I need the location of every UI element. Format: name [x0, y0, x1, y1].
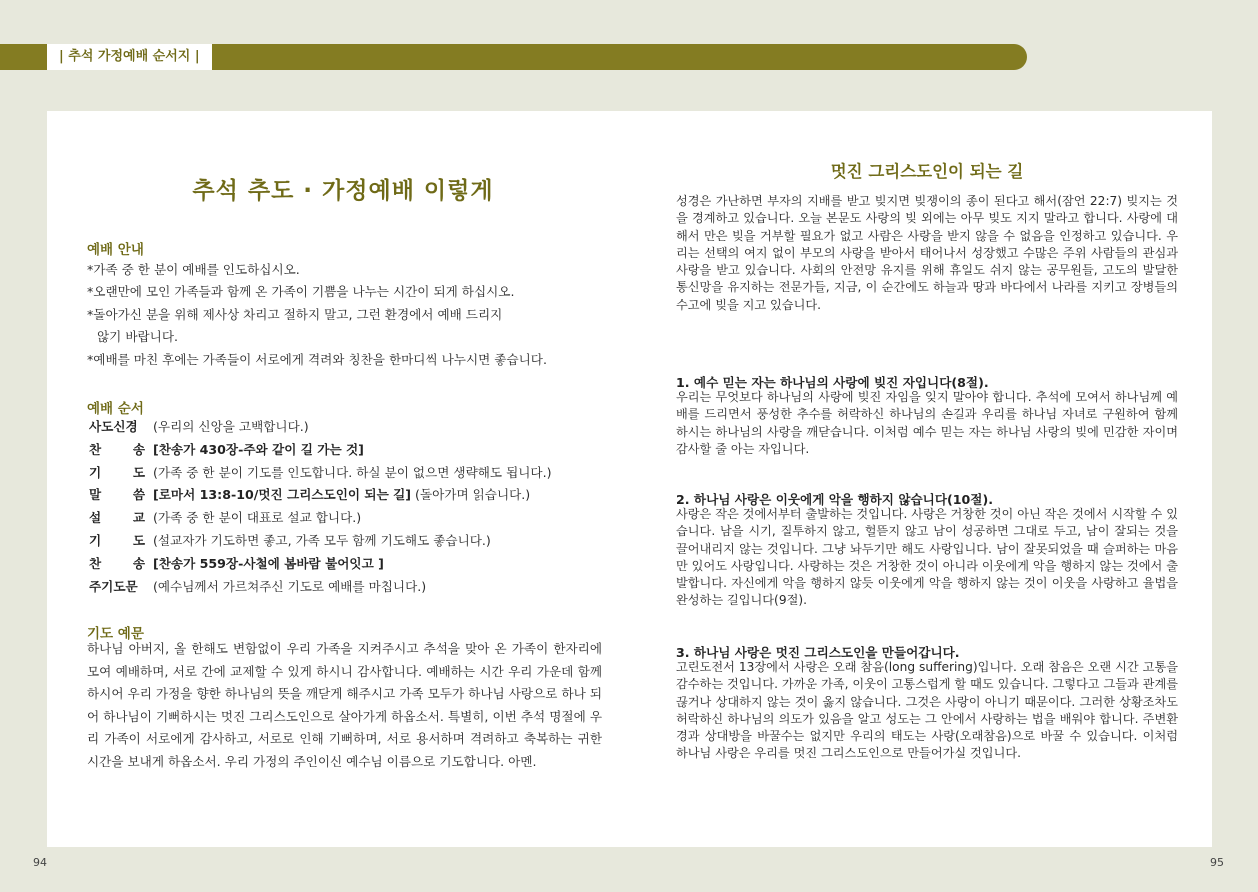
order-row	[89, 530, 604, 553]
order-row	[89, 576, 604, 599]
order-desc: [로마서 13:8-10/멋진 그리스도인이 되는 길] (돌아가며 읽습니다.)	[153, 487, 531, 503]
guide-line: 않기 바랍니다.	[97, 329, 178, 345]
order-row	[89, 462, 604, 485]
point-heading: 2. 하나님 사랑은 이웃에게 악을 행하지 않습니다(10절).	[676, 492, 993, 507]
guide-line: *오랜만에 모인 가족들과 함께 온 가족이 기쁨을 나누는 시간이 되게 하십시오.	[87, 284, 515, 300]
guide-line: *가족 중 한 분이 예배를 인도하십시오.	[87, 262, 300, 277]
point-text: 고린도전서 13장에서 사랑은 오래 참음(long suffering)입니다. 오래 참음은 오랜 시간 고통을 감수하는 것입니다. 가까운 가족, 이웃이 고통스럽게 할 때도 있습니다. 그렇다고 그들과 관계를 끊거나 상대하지 않는 것이 옳지 않습니다. 그것은 사랑이 아니기 때문이다. 그러한 상황조차도 허락하신 하나님의 의도가 있음을 알고 성도는 그 안에서 사랑하는 법을 배워야 합니다. 주변환경과 상대방을 바꿀수는 없지만 우리의 태도는 사랑(오래참음)으로 바꿀 수 있습니다. 이처럼 하나님 사랑은 우리를 멋진 그리스도인으로 만들어가실 것입니다.	[676, 660, 1178, 761]
order-row	[89, 553, 604, 576]
page-number-left: 94	[33, 856, 47, 869]
order-label: 기 도	[89, 532, 145, 548]
prayer-heading: 기도 예문	[87, 626, 144, 642]
point-heading: 1. 예수 믿는 자는 하나님의 사랑에 빚진 자입니다(8절).	[676, 375, 989, 390]
guide-list	[87, 259, 602, 371]
order-desc: [찬송가 559장-사철에 봄바람 불어잇고 ]	[153, 555, 384, 571]
order-label: 설 교	[89, 510, 145, 526]
point-heading: 3. 하나님 사랑은 멋진 그리스도인을 만들어갑니다.	[676, 645, 960, 660]
order-label: 사도신경	[89, 419, 138, 434]
order-desc: (우리의 신앙을 고백합니다.)	[153, 419, 309, 434]
sermon-intro: 성경은 가난하면 부자의 지배를 받고 빚지면 빚쟁이의 종이 된다고 해서(잠언 22:7) 빚지는 것을 경계하고 있습니다. 오늘 본문도 사랑의 빚 외에는 아무 빚도 지지 말라고 합니다. 사랑에 대해서 만은 빚을 거부할 필요가 없고 사람은 사랑을 받지 않을 수 없음을 인정하고 있습니다. 우리는 선택의 여지 없이 부모의 사랑을 받아서 태어나서 성장했고 수많은 주위 사람들의 관심과 사랑을 받고 있습니다. 사회의 안전망 유지를 위해 휴일도 쉬지 않는 공무원들, 고도의 발달한 통신망을 유지하는 전문가들, 지금, 이 순간에도 하늘과 땅과 바다에서 나라를 지키고 장병들의 수고에 빚을 지고 있습니다.	[676, 194, 1178, 312]
order-label: 찬 송	[89, 441, 145, 457]
order-label: 주기도문	[89, 578, 138, 594]
prayer-text: 하나님 아버지, 올 한해도 변함없이 우리 가족을 지켜주시고 추석을 맞아 온 가족이 한자리에 모여 예배하며, 서로 간에 교제할 수 있게 하시니 감사합니다. 예배하는 시간 우리 가운데 함께 하시어 우리 가정을 향한 하나님의 뜻을 깨닫게 해주시고 가족 모두가 하나님 사랑으로 하나 되어 하나님이 기뻐하시는 멋진 그리스도인으로 살아가게 하옵소서. 특별히, 이번 추석 명절에 우리 가족이 서로에게 감사하고, 서로로 인해 기뻐하며, 서로 용서하며 격려하고 축복하는 귀한 시간을 보내게 하옵소서. 우리 가정의 주인이신 예수님 이름으로 기도합니다. 아멘.	[87, 641, 602, 769]
order-row	[89, 416, 604, 439]
point-text: 사랑은 작은 것에서부터 출발하는 것입니다. 사랑은 거창한 것이 아닌 작은 것에서 시작할 수 있습니다. 남을 시기, 질투하지 않고, 헐뜯지 않고 남이 성공하면 그대로 두고, 남이 잘되는 것을 끌어내리지 않는 것입니다. 그냥 놔두기만 해도 사랑입니다. 남이 잘못되었을 때 슬퍼하는 마음만 있어도 사랑입니다. 사랑하는 것은 거창한 것이 아니라 이웃에게 악을 행하지 않는 것에서 출발합니다. 자신에게 악을 행하지 않듯 이웃에게 악을 행하지 않는 것이 이웃을 사랑하고 율법을 완성하는 길입니다(9절).	[676, 507, 1178, 608]
order-row	[89, 439, 604, 462]
order-desc: (예수님께서 가르쳐주신 기도로 예배를 마칩니다.)	[153, 578, 427, 594]
guide-heading: 예배 안내	[87, 242, 144, 258]
guide-line: *돌아가신 분을 위해 제사상 차리고 절하지 말고, 그런 환경에서 예배 드리지	[87, 306, 503, 322]
order-desc: (설교자가 기도하면 좋고, 가족 모두 함께 기도해도 좋습니다.)	[153, 532, 491, 548]
order-row	[89, 484, 604, 507]
point-text: 우리는 무엇보다 하나님의 사랑에 빚진 자임을 잊지 말아야 합니다. 추석에 모여서 하나님께 예배를 드리면서 풍성한 추수를 허락하신 하나님의 손길과 우리를 하나님 자녀로 구원하여 함께 하시는 하나님의 사랑을 깨닫습니다. 이처럼 예수 믿는 자는 하나님 사랑의 빚에 민감한 자이며 감사할 줄 아는 자입니다.	[676, 390, 1178, 456]
order-label: 말 씀	[89, 487, 145, 503]
page-number-right: 95	[1210, 856, 1224, 869]
order-heading: 예배 순서	[87, 401, 144, 417]
order-list	[89, 416, 604, 598]
order-label: 기 도	[89, 464, 145, 480]
sermon-title: 멋진 그리스도인이 되는 길	[830, 162, 1024, 181]
order-label: 찬 송	[89, 555, 145, 571]
order-row	[89, 507, 604, 530]
order-desc: (가족 중 한 분이 대표로 설교 합니다.)	[153, 510, 362, 526]
header-tab: | 추석 가정예배 순서지 |	[47, 44, 212, 70]
page-title: 추석 추도 · 가정예배 이렇게	[192, 178, 494, 204]
order-desc: [찬송가 430장-주와 같이 길 가는 것]	[153, 441, 364, 457]
guide-line: *예배를 마친 후에는 가족들이 서로에게 격려와 칭찬을 한마디씩 나누시면 좋습니다.	[87, 351, 547, 367]
order-desc: (가족 중 한 분이 기도를 인도합니다. 하실 분이 없으면 생략해도 됩니다.)	[153, 464, 552, 480]
